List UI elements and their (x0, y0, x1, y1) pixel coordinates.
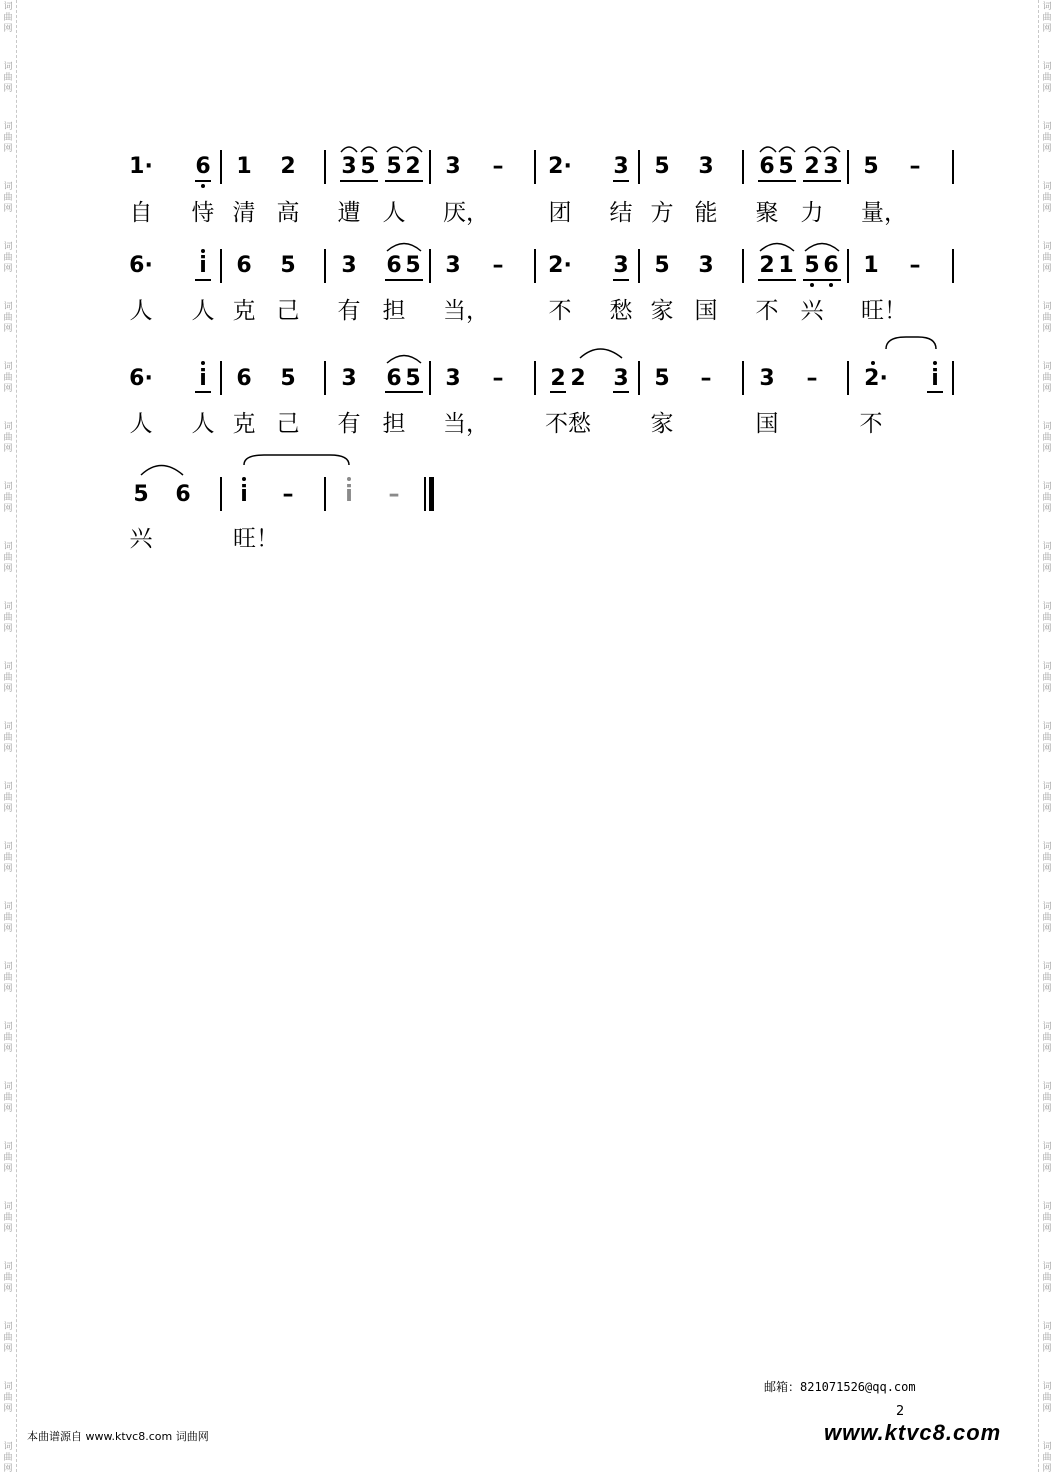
note: 6 (195, 154, 211, 179)
note: 3 (613, 366, 629, 391)
watermark-text: 词 曲 网 (1042, 1382, 1052, 1414)
barline (324, 361, 326, 395)
beam (803, 180, 841, 182)
slur (580, 349, 622, 358)
slur (141, 466, 183, 476)
lyric-char: 人 (129, 298, 153, 324)
lyric-char: 力 (800, 200, 824, 226)
barline (742, 150, 744, 184)
lyric-char: 能 (694, 200, 718, 226)
lyric-char: 人 (129, 411, 153, 437)
note: 6 (236, 366, 252, 391)
upper-octave-dot (347, 477, 351, 481)
slur (244, 455, 349, 465)
beam (758, 279, 796, 281)
lyric-char: 旺！ (861, 298, 907, 324)
note: 2· (548, 253, 572, 278)
watermark-text: 词 曲 网 (1042, 2, 1052, 34)
note: – (492, 154, 504, 179)
lower-octave-dot (810, 283, 814, 287)
lyric-char: 己 (276, 411, 300, 437)
beam (613, 180, 629, 182)
final-barline (429, 477, 434, 511)
note: 5 (405, 366, 421, 391)
lyric-char: 自 (129, 200, 153, 226)
slur (760, 244, 794, 252)
note: 3 (341, 253, 357, 278)
watermark-text: 词 曲 网 (3, 902, 13, 934)
watermark-text: 词 曲 网 (3, 242, 13, 274)
note: 5 (654, 366, 670, 391)
note: i (240, 482, 248, 507)
note: 5 (654, 253, 670, 278)
watermark-text: 词 曲 网 (1042, 1442, 1052, 1472)
note: 6 (386, 253, 402, 278)
right-watermark-strip (1038, 0, 1055, 1472)
note: 3 (613, 253, 629, 278)
watermark-text: 词 曲 网 (1042, 1202, 1052, 1234)
lyric-char: 量， (861, 200, 907, 226)
watermark-text: 词 曲 网 (3, 2, 13, 34)
barline (324, 150, 326, 184)
note: 3 (341, 154, 357, 179)
note: 6 (823, 253, 839, 278)
lyric-char: 愁 (609, 298, 633, 324)
note: 5 (804, 253, 820, 278)
beam (803, 279, 841, 281)
watermark-text: 词 曲 网 (1042, 182, 1052, 214)
beam (195, 279, 211, 281)
note: i (199, 253, 207, 278)
note: 6 (236, 253, 252, 278)
watermark-text: 词 曲 网 (3, 602, 13, 634)
lyric-char: 己 (276, 298, 300, 324)
watermark-text: 词 曲 网 (3, 62, 13, 94)
watermark-text: 词 曲 网 (1042, 362, 1052, 394)
watermark-text: 词 曲 网 (1042, 662, 1052, 694)
watermark-text: 词 曲 网 (1042, 1142, 1052, 1174)
barline (952, 150, 954, 184)
note: 1 (778, 253, 794, 278)
note: 5 (360, 154, 376, 179)
note: i (199, 366, 207, 391)
note: 1· (129, 154, 153, 179)
slur (341, 147, 357, 152)
lyric-char: 兴 (129, 526, 153, 552)
barline (638, 249, 640, 283)
note: 5 (386, 154, 402, 179)
note: 5 (778, 154, 794, 179)
note: 6 (175, 482, 191, 507)
note: – (388, 482, 400, 507)
lyric-char: 旺！ (233, 526, 279, 552)
watermark-text: 词 曲 网 (1042, 1022, 1052, 1054)
beam (195, 391, 211, 393)
note: 1 (236, 154, 252, 179)
barline (638, 361, 640, 395)
watermark-text: 词 曲 网 (3, 362, 13, 394)
upper-octave-dot (201, 361, 205, 365)
lyric-char: 克 (232, 411, 256, 437)
watermark-text: 词 曲 网 (3, 1142, 13, 1174)
lyric-char: 遭 (337, 200, 361, 226)
lyric-char: 人 (191, 411, 215, 437)
slur (387, 244, 421, 252)
beam (927, 391, 943, 393)
barline (534, 150, 536, 184)
watermark-text: 词 曲 网 (3, 1262, 13, 1294)
lower-octave-dot (201, 184, 205, 188)
watermark-text: 词 曲 网 (1042, 122, 1052, 154)
note: 5 (863, 154, 879, 179)
slur (387, 147, 403, 152)
watermark-text: 词 曲 网 (3, 422, 13, 454)
upper-octave-dot (871, 361, 875, 365)
lyric-char: 担 (382, 298, 406, 324)
barline (534, 361, 536, 395)
note: 2 (570, 366, 586, 391)
watermark-text: 词 曲 网 (3, 302, 13, 334)
watermark-text: 词 曲 网 (3, 662, 13, 694)
note: 6· (129, 253, 153, 278)
slur (805, 244, 839, 252)
note: 5 (405, 253, 421, 278)
site-logo: www.ktvc8.com (824, 1420, 1002, 1445)
note: – (492, 253, 504, 278)
note: – (909, 154, 921, 179)
watermark-text: 词 曲 网 (3, 122, 13, 154)
note: 3 (341, 366, 357, 391)
note: i (345, 482, 353, 507)
watermark-text: 词 曲 网 (1042, 1322, 1052, 1354)
lyric-char: 担 (382, 411, 406, 437)
note: 2 (804, 154, 820, 179)
watermark-text: 词 曲 网 (1042, 62, 1052, 94)
barline (220, 249, 222, 283)
barline (324, 477, 326, 511)
slur (824, 147, 840, 152)
left-watermark-strip (0, 0, 17, 1472)
watermark-text: 词 曲 网 (1042, 602, 1052, 634)
lyric-char: 厌， (443, 200, 489, 226)
note: – (909, 253, 921, 278)
watermark-text: 词 曲 网 (3, 182, 13, 214)
barline (220, 361, 222, 395)
lyric-char: 当， (443, 411, 489, 437)
lyric-char: 家 (650, 298, 674, 324)
beam (385, 391, 423, 393)
upper-octave-dot (242, 477, 246, 481)
note: 2 (759, 253, 775, 278)
note: 3 (445, 253, 461, 278)
barline (952, 361, 954, 395)
beam (195, 180, 211, 182)
beam (385, 279, 423, 281)
lyric-char: 人 (382, 200, 406, 226)
watermark-text: 词 曲 网 (1042, 1082, 1052, 1114)
lyric-char: 高 (276, 200, 300, 226)
watermark-text: 词 曲 网 (3, 1322, 13, 1354)
lyric-char: 当， (443, 298, 489, 324)
lyric-char: 清 (232, 200, 256, 226)
note: 3 (823, 154, 839, 179)
note: i (931, 366, 939, 391)
lyric-char: 聚 (755, 200, 779, 226)
barline (847, 249, 849, 283)
beam (613, 279, 629, 281)
beam (758, 180, 796, 182)
barline (429, 361, 431, 395)
watermark-text: 词 曲 网 (1042, 422, 1052, 454)
lyric-char: 不 (548, 298, 572, 324)
note: 2 (550, 366, 566, 391)
contact-email: 邮箱：821071526@qq.com (764, 1380, 916, 1394)
lyric-char: 方 (650, 200, 674, 226)
lower-octave-dot (829, 283, 833, 287)
watermark-text: 词 曲 网 (1042, 302, 1052, 334)
watermark-text: 词 曲 网 (1042, 962, 1052, 994)
watermark-text: 词 曲 网 (3, 1202, 13, 1234)
barline (429, 249, 431, 283)
lyric-char: 克 (232, 298, 256, 324)
note: 2 (405, 154, 421, 179)
note: 5 (280, 253, 296, 278)
note: 2 (280, 154, 296, 179)
barline (220, 150, 222, 184)
note: 1 (863, 253, 879, 278)
page-number: 2 (896, 1404, 905, 1419)
watermark-text: 词 曲 网 (1042, 722, 1052, 754)
note: 3 (445, 154, 461, 179)
slur (760, 147, 776, 152)
beam (550, 391, 566, 393)
slur (387, 356, 421, 364)
slur (361, 147, 377, 152)
watermark-text: 词 曲 网 (3, 722, 13, 754)
lyric-char: 国 (694, 298, 718, 324)
watermark-text: 词 曲 网 (1042, 542, 1052, 574)
barline (638, 150, 640, 184)
watermark-text: 词 曲 网 (3, 782, 13, 814)
lyric-char: 兴 (800, 298, 824, 324)
watermark-text: 词 曲 网 (3, 1382, 13, 1414)
note: 5 (133, 482, 149, 507)
barline (847, 150, 849, 184)
watermark-text: 词 曲 网 (3, 1082, 13, 1114)
barline (429, 150, 431, 184)
slur (406, 147, 422, 152)
lyric-char: 结 (609, 200, 633, 226)
lyric-char: 人 (191, 298, 215, 324)
note: – (700, 366, 712, 391)
lyric-char: 不愁 (545, 411, 591, 437)
watermark-text: 词 曲 网 (3, 542, 13, 574)
watermark-text: 词 曲 网 (1042, 482, 1052, 514)
note: 2· (864, 366, 888, 391)
beam (613, 391, 629, 393)
note: 6· (129, 366, 153, 391)
note: 6 (759, 154, 775, 179)
note: 2· (548, 154, 572, 179)
barline (952, 249, 954, 283)
lyric-char: 不 (755, 298, 779, 324)
barline (534, 249, 536, 283)
watermark-text: 词 曲 网 (1042, 242, 1052, 274)
watermark-text: 词 曲 网 (1042, 842, 1052, 874)
note: – (282, 482, 294, 507)
watermark-text: 词 曲 网 (3, 1442, 13, 1472)
lyric-char: 不 (859, 411, 883, 437)
note: 3 (613, 154, 629, 179)
source-credit: 本曲谱源自 www.ktvc8.com 词曲网 (27, 1430, 209, 1443)
watermark-text: 词 曲 网 (1042, 1262, 1052, 1294)
note: 5 (654, 154, 670, 179)
note: 6 (386, 366, 402, 391)
lyric-char: 国 (755, 411, 779, 437)
note: 3 (698, 154, 714, 179)
barline (424, 477, 426, 511)
upper-octave-dot (201, 249, 205, 253)
upper-octave-dot (933, 361, 937, 365)
watermark-text: 词 曲 网 (3, 1022, 13, 1054)
note: – (806, 366, 818, 391)
watermark-text: 词 曲 网 (3, 842, 13, 874)
lyric-char: 家 (650, 411, 674, 437)
beam (340, 180, 378, 182)
note: 5 (280, 366, 296, 391)
note: – (492, 366, 504, 391)
barline (742, 361, 744, 395)
watermark-text: 词 曲 网 (3, 482, 13, 514)
barline (742, 249, 744, 283)
barline (847, 361, 849, 395)
slur (805, 147, 821, 152)
note: 3 (759, 366, 775, 391)
watermark-text: 词 曲 网 (3, 962, 13, 994)
lyric-char: 团 (548, 200, 572, 226)
slur (886, 337, 936, 349)
lyric-char: 恃 (191, 200, 215, 226)
slur (779, 147, 795, 152)
note: 3 (445, 366, 461, 391)
beam (385, 180, 423, 182)
lyric-char: 有 (337, 298, 361, 324)
barline (220, 477, 222, 511)
watermark-text: 词 曲 网 (1042, 782, 1052, 814)
watermark-text: 词 曲 网 (1042, 902, 1052, 934)
lyric-char: 有 (337, 411, 361, 437)
note: 3 (698, 253, 714, 278)
barline (324, 249, 326, 283)
